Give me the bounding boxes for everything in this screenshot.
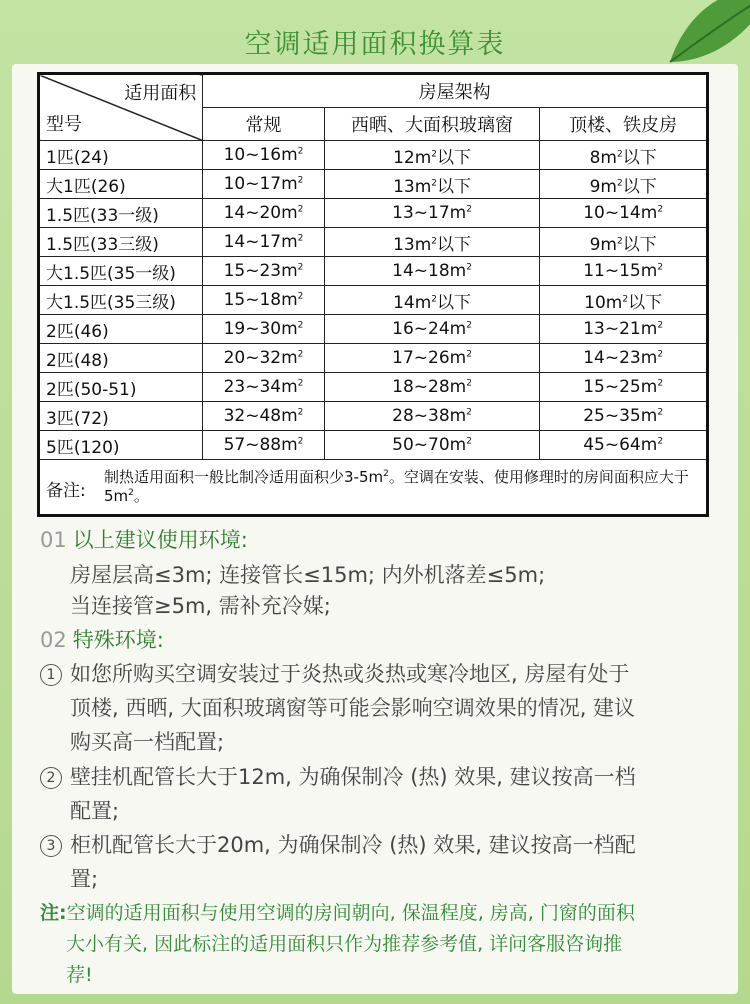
table-row <box>39 431 708 460</box>
footer-note: 注:空调的适用面积与使用空调的房间朝向, 保温程度, 房高, 门窗的面积 大小有关, 因此标注的适用面积只作为推荐参考值, 详问客服咨询推 荐! <box>40 902 635 986</box>
table-row <box>39 199 708 228</box>
special-item-2: 2 壁挂机配管长大于12m, 为确保制冷 (热) 效果, 建议按高一档 配置; <box>40 760 710 828</box>
section1-number: 01 <box>40 528 67 552</box>
model-cell: 2匹(46) <box>39 315 203 344</box>
section2-number: 02 <box>40 628 67 652</box>
circled-number-2-icon: 2 <box>40 767 62 789</box>
header-area-label: 适用面积 <box>124 83 197 104</box>
area-west-sun-cell: $14\sim 18m^2$ <box>324 257 540 286</box>
area-normal-cell: $10\sim 17m^2$ <box>203 170 325 199</box>
table-row <box>39 373 708 402</box>
area-top-floor-cell: $25\sim 35m^2$ <box>540 402 708 431</box>
table-row <box>39 402 708 431</box>
col-header-west-sun: 西晒、大面积玻璃窗 <box>324 108 540 141</box>
circled-number-3-icon: 3 <box>40 835 62 857</box>
table-header-row <box>39 74 708 108</box>
area-west-sun-cell: $13m^2$以下 <box>324 228 540 257</box>
area-west-sun-cell: $28\sim 38m^2$ <box>324 402 540 431</box>
area-top-floor-cell: $9m^2$以下 <box>540 170 708 199</box>
area-normal-cell: $10\sim 16m^2$ <box>203 141 325 170</box>
model-cell: 2匹(50-51) <box>39 373 203 402</box>
area-normal-cell: $14\sim 20m^2$ <box>203 199 325 228</box>
section2-heading: 特殊环境: <box>72 628 164 652</box>
area-west-sun-cell: $50\sim 70m^2$ <box>324 431 540 460</box>
area-normal-cell: $15\sim 18m^2$ <box>203 286 325 315</box>
model-cell: 大1.5匹(35一级) <box>39 257 203 286</box>
area-west-sun-cell: $13m^2$以下 <box>324 170 540 199</box>
area-west-sun-cell: $14m^2$以下 <box>324 286 540 315</box>
table-row <box>39 286 708 315</box>
area-normal-cell: $15\sim 23m^2$ <box>203 257 325 286</box>
area-west-sun-cell: $13\sim 17m^2$ <box>324 199 540 228</box>
area-normal-cell: $32\sim 48m^2$ <box>203 402 325 431</box>
model-cell: 2匹(48) <box>39 344 203 373</box>
model-cell: 1.5匹(33三级) <box>39 228 203 257</box>
area-west-sun-cell: $12m^2$以下 <box>324 141 540 170</box>
area-west-sun-cell: $17\sim 26m^2$ <box>324 344 540 373</box>
col-header-top-floor: 顶楼、铁皮房 <box>540 108 708 141</box>
footer-note-label: 注: <box>40 902 67 924</box>
area-top-floor-cell: $15\sim 25m^2$ <box>540 373 708 402</box>
model-cell: 1匹(24) <box>39 141 203 170</box>
section1-heading: 以上建议使用环境: <box>72 528 248 552</box>
area-top-floor-cell: $9m^2$以下 <box>540 228 708 257</box>
table-note-cell <box>39 460 708 516</box>
area-normal-cell: $14\sim 17m^2$ <box>203 228 325 257</box>
page-title: 空调适用面积换算表 <box>244 29 506 60</box>
model-cell: 大1.5匹(35三级) <box>39 286 203 315</box>
model-cell: 大1匹(26) <box>39 170 203 199</box>
area-west-sun-cell: $18\sim 28m^2$ <box>324 373 540 402</box>
area-normal-cell: $23\sim 34m^2$ <box>203 373 325 402</box>
section2-title <box>40 624 164 654</box>
area-normal-cell: $19\sim 30m^2$ <box>203 315 325 344</box>
area-top-floor-cell: $10m^2$以下 <box>540 286 708 315</box>
table-row <box>39 257 708 286</box>
area-top-floor-cell: $11\sim 15m^2$ <box>540 257 708 286</box>
area-top-floor-cell: $10\sim 14m^2$ <box>540 199 708 228</box>
model-cell: 3匹(72) <box>39 402 203 431</box>
area-top-floor-cell: $45\sim 64m^2$ <box>540 431 708 460</box>
area-top-floor-cell: $8m^2$以下 <box>540 141 708 170</box>
table-row <box>39 344 708 373</box>
section1-body <box>70 560 545 622</box>
table-note-row <box>39 460 708 516</box>
header-model-label: 型号 <box>46 114 82 135</box>
section1-line1: 房屋层高≤3m; 连接管长≤15m; 内外机落差≤5m; <box>70 563 546 587</box>
area-top-floor-cell: $14\sim 23m^2$ <box>540 344 708 373</box>
table-row <box>39 170 708 199</box>
area-normal-cell: $20\sim 32m^2$ <box>203 344 325 373</box>
section1-title <box>40 524 248 554</box>
special-item-3: 3 柜机配管长大于20m, 为确保制冷 (热) 效果, 建议按高一档配 置; <box>40 828 710 896</box>
note-text: 制热适用面积一般比制冷适用面积少$3-5m^2$。空调在安装、使用修理时的房间面积应大于$5m^2$。 <box>104 468 689 505</box>
col-header-normal: 常规 <box>203 108 325 141</box>
model-cell: 5匹(120) <box>39 431 203 460</box>
table-row <box>39 228 708 257</box>
model-cell: 1.5匹(33一级) <box>39 199 203 228</box>
table-row <box>39 315 708 344</box>
special-item-1: 1 如您所购买空调安装过于炎热或炎热或寒冷地区, 房屋有处于 顶楼, 西晒, 大面积玻璃窗等可能会影响空调效果的情况, 建议 购买高一档配置; <box>40 657 710 759</box>
table-row <box>39 141 708 170</box>
diagonal-header-cell <box>39 74 203 141</box>
area-top-floor-cell: $13\sim 21m^2$ <box>540 315 708 344</box>
header-house-structure: 房屋架构 <box>203 74 708 108</box>
note-label: 备注: <box>46 481 86 501</box>
ac-area-table <box>37 72 709 517</box>
section1-line2: 当连接管≥5m, 需补充冷媒; <box>70 594 331 618</box>
table-body <box>39 141 708 460</box>
circled-number-1-icon: 1 <box>40 664 62 686</box>
area-west-sun-cell: $16\sim 24m^2$ <box>324 315 540 344</box>
area-normal-cell: $57\sim 88m^2$ <box>203 431 325 460</box>
